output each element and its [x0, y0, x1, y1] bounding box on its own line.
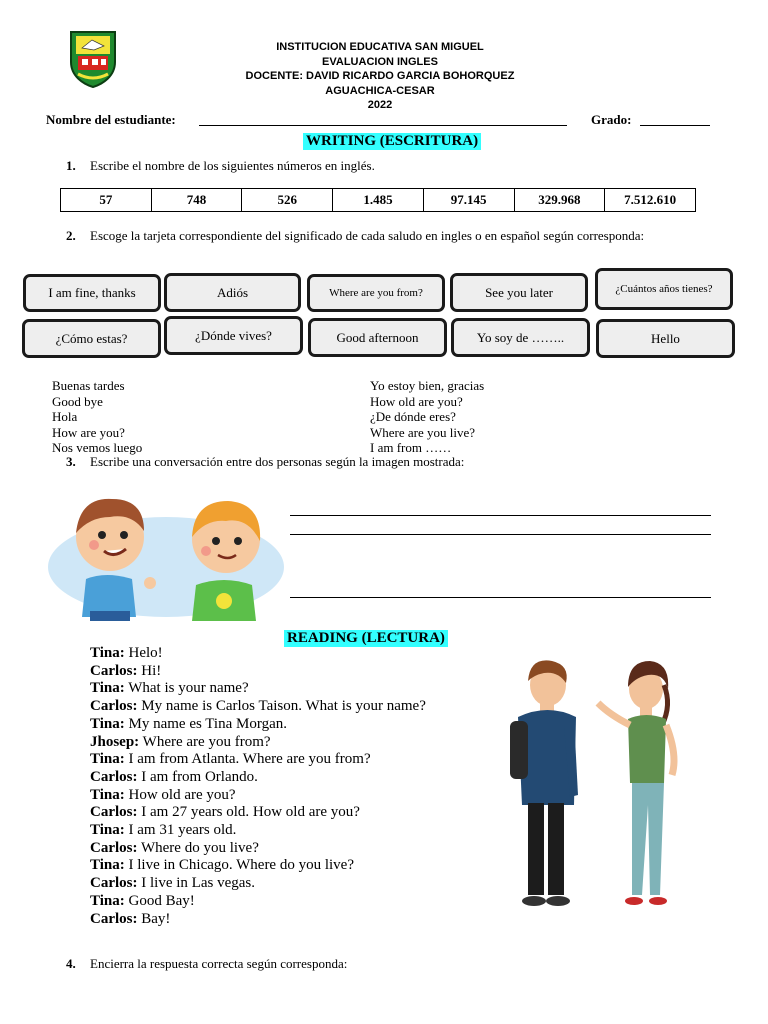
question-1 — [66, 158, 375, 174]
question-number: 4. — [66, 956, 76, 971]
number-cell: 7.512.610 — [605, 189, 696, 212]
student-name-label: Nombre del estudiante: — [46, 112, 176, 127]
utterance: What is your name? — [128, 680, 249, 697]
city: AGUACHICA-CESAR — [325, 84, 435, 97]
conversation-answer-line[interactable] — [290, 534, 711, 535]
question-number: 1. — [66, 158, 76, 173]
utterance: Hi! — [141, 662, 162, 679]
question-number: 3. — [66, 454, 76, 469]
dialog-line — [90, 698, 426, 716]
question-text: Escribe el nombre de los siguientes números en inglés. — [90, 158, 375, 173]
utterance: I live in Las vegas. — [141, 875, 255, 892]
utterance: Where are you from? — [142, 733, 271, 750]
table-row — [61, 189, 696, 212]
greeting-card[interactable]: Good afternoon — [308, 318, 447, 357]
dialog-line — [90, 857, 426, 875]
list-item: How old are you? — [370, 393, 463, 409]
greeting-card[interactable]: ¿Cómo estas? — [22, 319, 161, 358]
list-item: Hola — [52, 409, 78, 424]
student-name-blank[interactable] — [199, 125, 567, 126]
speaker: Carlos: — [90, 698, 138, 715]
speaker: Tina: — [90, 680, 125, 697]
list-item: Where are you live? — [370, 424, 476, 440]
question-2 — [66, 228, 676, 244]
greeting-card[interactable]: See you later — [450, 273, 588, 312]
greeting-card[interactable]: ¿Cuántos años tienes? — [595, 268, 733, 310]
school-name: INSTITUCION EDUCATIVA SAN MIGUEL — [276, 41, 484, 53]
speaker: Tina: — [90, 822, 125, 839]
utterance: How old are you? — [128, 786, 236, 803]
number-cell: 57 — [61, 189, 152, 212]
writing-section-title: WRITING (ESCRITURA) — [303, 133, 481, 150]
list-item: ¿De dónde eres? — [370, 409, 456, 424]
greeting-card[interactable]: Hello — [596, 319, 735, 358]
utterance: I am from Orlando. — [141, 768, 258, 785]
document-header — [160, 40, 600, 113]
dialog-line — [90, 822, 426, 840]
school-crest-logo — [68, 28, 118, 88]
speaker: Tina: — [90, 892, 125, 909]
number-cell: 748 — [151, 189, 242, 212]
speaker: Tina: — [90, 857, 125, 874]
utterance: Helo! — [128, 645, 163, 661]
speaker: Tina: — [90, 645, 125, 661]
dialog-line — [90, 645, 426, 663]
list-item: Yo estoy bien, gracias — [370, 378, 485, 393]
greeting-card[interactable]: Adiós — [164, 273, 301, 312]
utterance: I am from Atlanta. Where are you from? — [128, 751, 371, 768]
utterance: My name es Tina Morgan. — [128, 715, 287, 732]
dialog-line — [90, 751, 426, 769]
greeting-card[interactable]: Where are you from? — [307, 274, 445, 312]
question-4 — [66, 956, 347, 972]
speaker: Tina: — [90, 751, 125, 768]
dialog-line — [90, 769, 426, 787]
greetings-list-right — [370, 378, 484, 456]
dialog-line — [90, 734, 426, 752]
grade-blank[interactable] — [640, 125, 710, 126]
number-cell: 526 — [242, 189, 333, 212]
list-item: Nos vemos luego — [52, 440, 143, 455]
speaker: Carlos: — [90, 768, 138, 785]
utterance: Where do you live? — [140, 839, 259, 856]
dialog-line — [90, 716, 426, 734]
dialog-line — [90, 804, 426, 822]
greeting-card[interactable]: Yo soy de …….. — [451, 318, 590, 357]
greeting-card[interactable]: I am fine, thanks — [23, 274, 161, 312]
question-text: Escoge la tarjeta correspondiente del significado de cada saludo en ingles o en español según corresponda: — [90, 228, 645, 243]
question-3 — [66, 454, 464, 470]
utterance: I am 31 years old. — [128, 822, 237, 839]
reading-dialog — [90, 645, 426, 928]
speaker: Carlos: — [90, 910, 138, 927]
utterance: Bay! — [141, 910, 171, 927]
reading-section-title: READING (LECTURA) — [284, 630, 448, 647]
question-number: 2. — [66, 228, 76, 243]
conversation-answer-line[interactable] — [290, 597, 711, 598]
list-item: Good bye — [52, 393, 103, 409]
list-item: Buenas tardes — [52, 378, 125, 393]
speaker: Carlos: — [90, 804, 138, 821]
dialog-line — [90, 875, 426, 893]
list-item: How are you? — [52, 424, 125, 440]
numbers-table — [60, 188, 696, 212]
grade-label: Grado: — [591, 112, 632, 127]
speaker: Carlos: — [90, 662, 138, 679]
speaker: Jhosep: — [90, 733, 140, 750]
dialog-line — [90, 680, 426, 698]
greeting-card[interactable]: ¿Dónde vives? — [164, 316, 303, 355]
number-cell: 329.968 — [514, 189, 605, 212]
greetings-list-left — [52, 378, 142, 456]
dialog-line — [90, 663, 426, 681]
year: 2022 — [367, 99, 393, 111]
number-cell: 1.485 — [333, 189, 424, 212]
teacher-name: DOCENTE: DAVID RICARDO GARCIA BOHORQUEZ — [245, 70, 515, 82]
dialog-line — [90, 840, 426, 858]
speaker: Carlos: — [90, 839, 138, 856]
utterance: My name is Carlos Taison. What is your name? — [141, 698, 426, 715]
utterance: I live in Chicago. Where do you live? — [128, 857, 354, 874]
question-text: Encierra la respuesta correcta según corresponda: — [90, 956, 348, 971]
number-cell: 97.145 — [423, 189, 514, 212]
dialog-line — [90, 787, 426, 805]
dialog-line — [90, 911, 426, 929]
utterance: I am 27 years old. How old are you? — [141, 804, 360, 821]
speaker: Tina: — [90, 715, 125, 732]
question-text: Escribe una conversación entre dos personas según la imagen mostrada: — [90, 454, 465, 469]
utterance: Good Bay! — [128, 892, 195, 909]
dialog-line — [90, 893, 426, 911]
conversation-answer-line[interactable] — [290, 515, 711, 516]
speaker: Tina: — [90, 786, 125, 803]
list-item: I am from …… — [370, 440, 452, 455]
adults-talking-illustration — [500, 655, 710, 917]
kids-talking-illustration — [46, 487, 286, 625]
speaker: Carlos: — [90, 875, 138, 892]
exam-title: EVALUACION INGLES — [322, 55, 438, 68]
